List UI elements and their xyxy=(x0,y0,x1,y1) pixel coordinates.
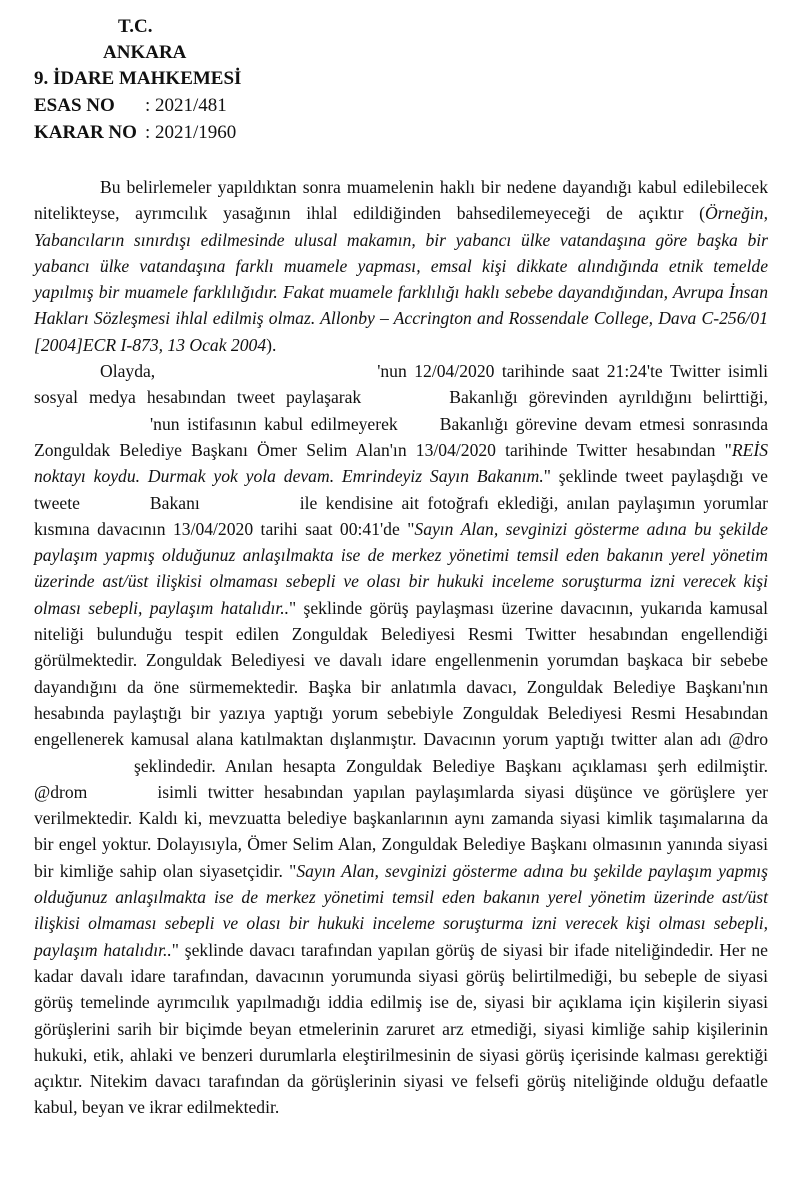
karar-row xyxy=(34,122,236,144)
text-run: 'nun 12/04/2020 tarihinde saat 21:24'te Twitter isimli sosyal medya hesabından tweet paylaşarak xyxy=(34,361,768,408)
header-city: ANKARA xyxy=(103,42,187,63)
text-run: şeklindedir. Anılan hesapta Zonguldak Belediye Başkanı açıklaması şerh edilmiştir. @drom xyxy=(34,755,768,802)
text-run: Bakanlığı görevinden ayrıldığını belirttiği, xyxy=(449,387,768,408)
italic-run: Sayın Alan, sevginizi gösterme adına bu şekilde paylaşım yapmış olduğunuz anlaşılmakta ise de merkez yönetimi temsil eden bakanın yerel yönetim üzerinde ast/üst ilişkisi olmaması sebepli ve olası bir hukuki inceleme soruşturma izni verecek kişi olması sebepli, paylaşım hatalıdır.. xyxy=(34,860,769,960)
text-run: 'nun istifasının kabul edilmeyerek xyxy=(150,413,398,434)
text-run: isimli twitter hesabından yapılan paylaşımlarda siyasi düşünce ve görüşlere yer verilmektedir. Kaldı ki, mevzuatta belediye başkanlarının aynı zamanda siyasi kimlik taşımalarına da bir engel yoktur. Dolayısıyla, Ömer Selim Alan, Zonguldak Belediye Başkanı olmasının yanında siyasi bir kimliğe sahip olan siyasetçidir. " xyxy=(34,781,768,881)
italic-run: Örneğin, Yabancıların sınırdışı edilmesinde ulusal makamın, bir yabancı ülke vatandaşına göre başka bir yabancı ülke vatandaşına farklı muamele yapması, emsal kişi dikkate alındığında etnik temelde yapılmış bir muamele farklılığıdır. Fakat muamele farklılığı haklı sebebe dayandığından, Avrupa İnsan Hakları Sözleşmesi ihlal edilmiş olmaz. Allonby – Accrington and Rossendale College, Dava C-256/01 [2004]ECR I-873, 13 Ocak 2004 xyxy=(34,203,768,355)
karar-label: KARAR NO xyxy=(34,122,137,143)
header-court: 9. İDARE MAHKEMESİ xyxy=(34,68,242,89)
document-body xyxy=(34,174,768,1121)
text-run: " şeklinde tweet paylaşdığı ve tweete xyxy=(34,466,768,513)
text-run: ). xyxy=(266,334,277,355)
italic-run: REİS noktayı koydu. Durmak yok yola devam. Emrindeyiz Sayın Bakanım. xyxy=(34,439,768,487)
header-tc: T.C. xyxy=(118,16,153,37)
text-run: Bu belirlemeler yapıldıktan sonra muamelenin haklı bir nedene dayandığı kabul edilebilecek nitelikteyse, ayrımcılık yasağının ihlal edildiğinden bahsedilemeyeceği de açıktır ( xyxy=(34,177,768,224)
paragraph-1 xyxy=(34,174,768,358)
esas-label: ESAS NO xyxy=(34,95,115,116)
text-run: ile kendisine ait fotoğrafı eklediği, anılan paylaşımın yorumlar kısmına davacının 13/04/2020 tarihi saat 00:41'de " xyxy=(34,492,768,539)
text-run: Olayda, xyxy=(100,361,156,382)
text-run: Bakanı xyxy=(149,492,200,513)
esas-row xyxy=(34,95,227,117)
italic-run: Sayın Alan, sevginizi gösterme adına bu şekilde paylaşım yapmış olduğunuz anlaşılmakta ise de merkez yönetimi temsil eden bakanın yerel yönetim üzerinde ast/üst ilişkisi olmaması sebepli ve olası bir hukuki inceleme soruşturma izni verecek kişi olması sebepli, paylaşım hatalıdır.. xyxy=(34,518,768,618)
text-run: " şeklinde görüş paylaşması üzerine davacının, yukarıda kamusal niteliği bulunduğu tespit edilen Zonguldak Belediyesi Resmi Twitter hesabından engellendiği görülmektedir. Zonguldak Belediyesi ve davalı idare engellenmenin yorumdan başkaca bir sebebe dayandığını da öne sürmemektedir. Başka bir anlatımla davacı, Zonguldak Belediye Başkanı'nın hesabında paylaştığı bir yazıya yaptığı yorum sebebiyle Zonguldak Belediyesi Resmi Hesabından engellenerek kamusal alana katılmaktan dışlanmıştır. Davacının yorum yaptığı twitter alan adı @dro xyxy=(34,597,768,750)
text-run: " şeklinde davacı tarafından yapılan görüş de siyasi bir ifade niteliğindedir. Her ne kadar davalı idare tarafından, davacının yorumunda siyasi görüş belirtilmediği, bu sebeple de siyasi görüş temelinde ayrımcılık yapılmadığı iddia edilmiş ise de, siyasi bir açıklama için kişilerin siyasi görüşlerini sarih bir biçimde beyan etmelerinin zaruret arz etmediği, siyasi kimliğe sahip kişilerinin hukuki, etik, ahlaki ve benzeri durumlarla eleştirilmesinin de siyasi görüş içerisinde kalması gerektiği açıktır. Nitekim davacı tarafından da görüşlerinin siyasi ve felsefi görüş niteliğinde olduğu defaatle kabul, beyan ve ikrar edilmektedir. xyxy=(34,939,768,1118)
paragraph-2 xyxy=(34,358,768,1121)
text-run: Bakanlığı görevine devam etmesi sonrasında Zonguldak Belediye Başkanı Ömer Selim Alan'ın 13/04/2020 tarihinde Twitter hesabından " xyxy=(34,413,769,460)
esas-value: : 2021/481 xyxy=(145,95,227,116)
karar-value: : 2021/1960 xyxy=(145,122,237,143)
